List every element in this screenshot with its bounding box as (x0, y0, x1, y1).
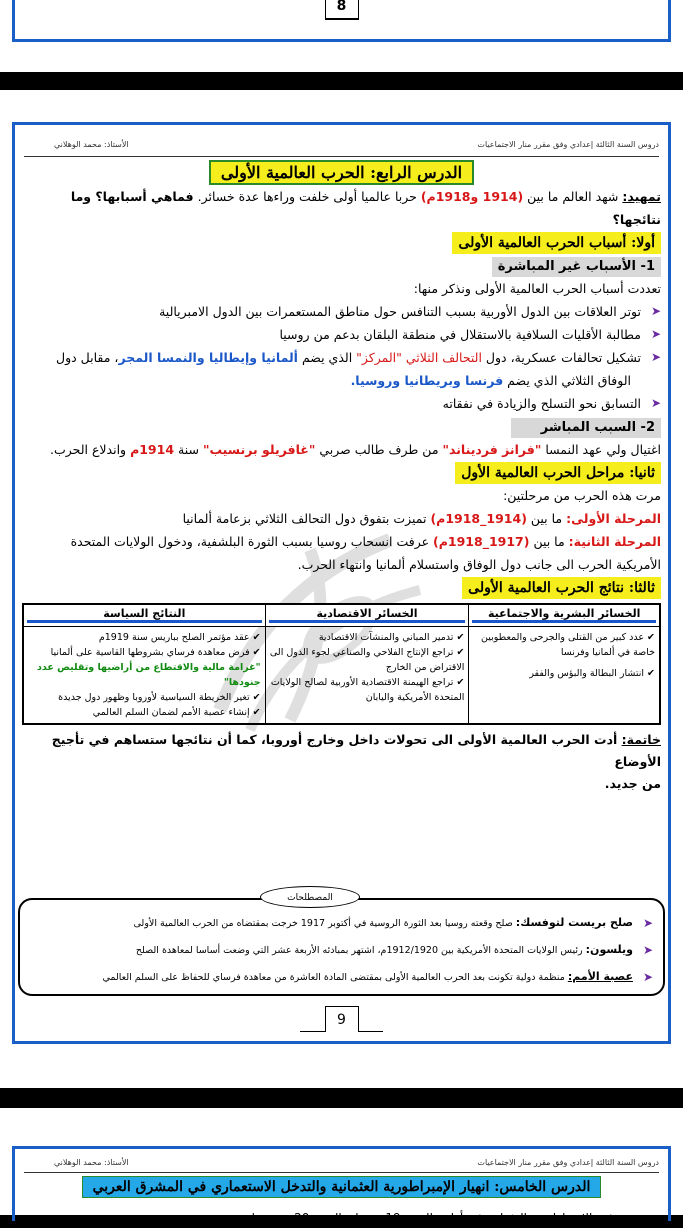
text: ما بين (526, 511, 567, 526)
year: 1914م (130, 442, 175, 457)
text: من طرف طالب صربي (315, 442, 443, 457)
header-divider (24, 156, 659, 157)
intro-line-2: نتائجها؟ (612, 212, 661, 227)
list-item (22, 323, 661, 346)
header-divider (24, 1172, 659, 1173)
intro-text: حربا عالميا أولى خلفت وراءها عدة خسائر. (193, 189, 421, 204)
page-number: 8 (325, 0, 359, 20)
direct-cause-text (22, 438, 661, 461)
terms-tag: المصطلحات (260, 886, 360, 908)
header-teacher: الأستاذ: محمد الوهلاني (54, 140, 129, 149)
intro-line (22, 185, 661, 208)
intro-text: شهد العالم ما بين (523, 189, 623, 204)
lesson-page (0, 90, 683, 1088)
lesson-title: الدرس الخامس: انهيار الإمبراطورية العثمانية والتدخل الاستعماري في المشرق العربي (82, 1176, 602, 1198)
table-header: النتائج السياسة (23, 604, 265, 626)
text: عرفت انسحاب روسيا بسبب الثورة البلشفية، ودخول الولايات المتحدة (70, 534, 434, 549)
list-item (22, 346, 661, 369)
list-item-text: توتر العلاقات بين الدول الأوربية بسبب التنافس حول مناطق المستعمرات بين الدول الامبريالية (159, 304, 641, 319)
terms-box (18, 898, 665, 996)
list-item-text: التسابق نحو التسلح والزيادة في نفقاته (442, 396, 641, 411)
term-item (30, 937, 653, 964)
header-course: دروس السنة الثالثة إعدادي وفق مقرر منار الاجتماعيات (477, 140, 659, 149)
section-title-phases: ثانيا: مراحل الحرب العالمية الأول (455, 462, 661, 484)
list-item-text: ، مقابل دول (56, 350, 119, 365)
check-icon: ✔ (252, 646, 261, 658)
check-icon: ✔ (647, 631, 655, 643)
subsection-direct-cause: 2- السبب المباشر (511, 418, 661, 438)
page-number: 9 (325, 1006, 359, 1032)
arrow-bullet-icon: ➤ (642, 943, 653, 957)
list-item-text: تشكيل تحالفات عسكرية، دول (481, 350, 641, 365)
phase-2-line-2: الأمريكية الحرب الى جانب دول الوفاق واستسلام ألمانيا وانتهاء الحرب. (297, 557, 661, 572)
term-text: رئيس الولايات المتحدة الأمريكية بين 1912/1920م، اشتهر بمبادئه الأربعة عشر التي وضعت أساسا لمعاهدة الصلح (135, 945, 586, 956)
arrow-bullet-icon: ➤ (650, 304, 661, 318)
entente-label: فرنسا وبريطانيا وروسيا. (350, 373, 504, 388)
text: اغتيال ولي عهد النمسا (541, 442, 661, 457)
assassin-name: "غافريلو برنسيب" (202, 442, 316, 457)
list-item (22, 300, 661, 323)
text: تميزت بتفوق دول التحالف الثلاثي بزعامة ألمانيا (182, 511, 431, 526)
term-item (30, 964, 653, 991)
arrow-bullet-icon: ➤ (642, 916, 653, 930)
arrow-bullet-icon: ➤ (650, 396, 661, 410)
conclusion-line-2: من جديد. (604, 775, 661, 791)
page-header (24, 140, 659, 154)
page-header (24, 1158, 659, 1172)
economic-losses-cell: ✔تدمير المباني والمنشآت الاقتصادية ✔تراجع الإنتاج الفلاحي والصناعي لجوء الدول الى الاقتراض من الخارج ✔تراجع الهيمنة الاقتصادية الأوربية لصالح الولايات المتحدة الأمريكية واليابان (265, 626, 469, 724)
list-item-text: الوفاق الثلاثي الذي يضم (503, 373, 631, 388)
section-title-results: ثالثا: نتائج الحرب العالمية الأولى (462, 577, 661, 599)
phase-dates: (1917_1918م) (433, 534, 530, 549)
human-losses-cell: ✔عدد كبير من القتلى والجرحى والمعطوبين خاصة في ألمانيا وفرنسا ✔انتشار البطالة والبؤس والفقر (469, 626, 660, 724)
text: سنة (174, 442, 203, 457)
phase-label: المرحلة الثانية: (568, 534, 661, 549)
arrow-bullet-icon: ➤ (642, 970, 653, 984)
treaty-terms: "غرامة مالية والاقتطاع من أراضيها وتقليص عدد جنودها" (36, 661, 261, 688)
phase-label: المرحلة الأولى: (566, 511, 661, 526)
list-item-text: مطالبة الأقليات السلافية بالاستقلال في منطقة البلقان بدعم من روسيا (279, 327, 641, 342)
indirect-causes-intro: تعددت أسباب الحرب العالمية الأولى ونذكر منها: (413, 281, 661, 296)
text: واندلاع الحرب. (49, 442, 131, 457)
check-icon: ✔ (252, 706, 261, 718)
check-icon: ✔ (456, 676, 465, 688)
triple-alliance-label: التحالف الثلاثي "المركز" (356, 350, 482, 365)
header-teacher: الأستاذ: محمد الوهلاني (54, 1158, 129, 1167)
subsection-indirect-causes: 1- الأسباب غير المباشرة (492, 257, 661, 277)
list-item (22, 392, 661, 415)
conclusion-text: أدت الحرب العالمية الأولى الى تحولات داخل وخارج أوروبا، كما أن نتائجها ستساهم في تأجيج الأوضاع (51, 731, 661, 769)
section-title-causes: أولا: أسباب الحرب العالمية الأولى (452, 232, 661, 254)
central-powers-label: ألمانيا وإيطاليا والنمسا المجر (118, 350, 298, 365)
check-icon: ✔ (456, 631, 465, 643)
intro-question: فماهي أسبابها؟ وما (70, 189, 194, 204)
list-item-continuation (22, 369, 661, 392)
intro-dates: (1914 و1918م) (420, 189, 524, 204)
table-row (23, 626, 660, 724)
table-header: الخسائر الاقتصادية (265, 604, 469, 626)
term-text: صلح وقعته روسيا بعد الثورة الروسية في أكتوبر 1917 خرجت بمقتضاه من الحرب العالمية الأولى (133, 918, 516, 929)
lesson-title: الدرس الرابع: الحرب العالمية الأولى (209, 160, 474, 185)
results-table (22, 603, 661, 725)
intro-cut-off: تمهيد: عرفت الإمبراطورية العثمانية في أواخر القرن 19م وبداية القرن 20م تدهورا (251, 1211, 661, 1225)
check-icon: ✔ (647, 667, 655, 679)
next-page (0, 1108, 683, 1225)
conclusion (22, 729, 661, 773)
arrow-bullet-icon: ➤ (650, 327, 661, 341)
term-text: منظمة دولية تكونت بعد الحرب العالمية الأولى بمقتضى المادة العاشرة من معاهدة فرساي للحفاظ على السلم العالمي (102, 972, 568, 983)
term-label: صلح بريست لتوفسك: (515, 916, 633, 929)
phase-2 (22, 530, 661, 553)
arrow-bullet-icon: ➤ (650, 350, 661, 364)
check-icon: ✔ (252, 691, 261, 703)
phases-intro: مرت هذه الحرب من مرحلتين: (503, 488, 661, 503)
header-course: دروس السنة الثالثة إعدادي وفق مقرر منار الاجتماعيات (477, 1158, 659, 1167)
check-icon: ✔ (252, 631, 261, 643)
conclusion-label: خاتمة: (621, 731, 661, 747)
text: ما بين (529, 534, 569, 549)
term-label: عصبة الأمم: (567, 970, 633, 983)
term-label: ويلسون: (585, 943, 633, 956)
table-header: الخسائر البشرية والاجتماعية (469, 604, 660, 626)
political-results-cell: ✔عقد مؤتمر الصلح بباريس سنة 1919م ✔فرض معاهدة فرساي بشروطها القاسية على ألمانيا "غرامة مالية والاقتطاع من أراضيها وتقليص عدد جنودها" ✔تغير الخريطة السياسية لأوروبا وظهور دول جديدة ✔إنشاء عصبة الأمم لضمان السلم العالمي (23, 626, 265, 724)
previous-page (0, 0, 683, 72)
phase-dates: (1914_1918م) (430, 511, 527, 526)
phase-1 (22, 507, 661, 530)
intro-label: تمهيد: (622, 189, 661, 204)
list-item-text: الذي يضم (297, 350, 357, 365)
archduke-name: "فرانز فرديناند" (442, 442, 542, 457)
term-item (30, 910, 653, 937)
check-icon: ✔ (456, 646, 465, 658)
